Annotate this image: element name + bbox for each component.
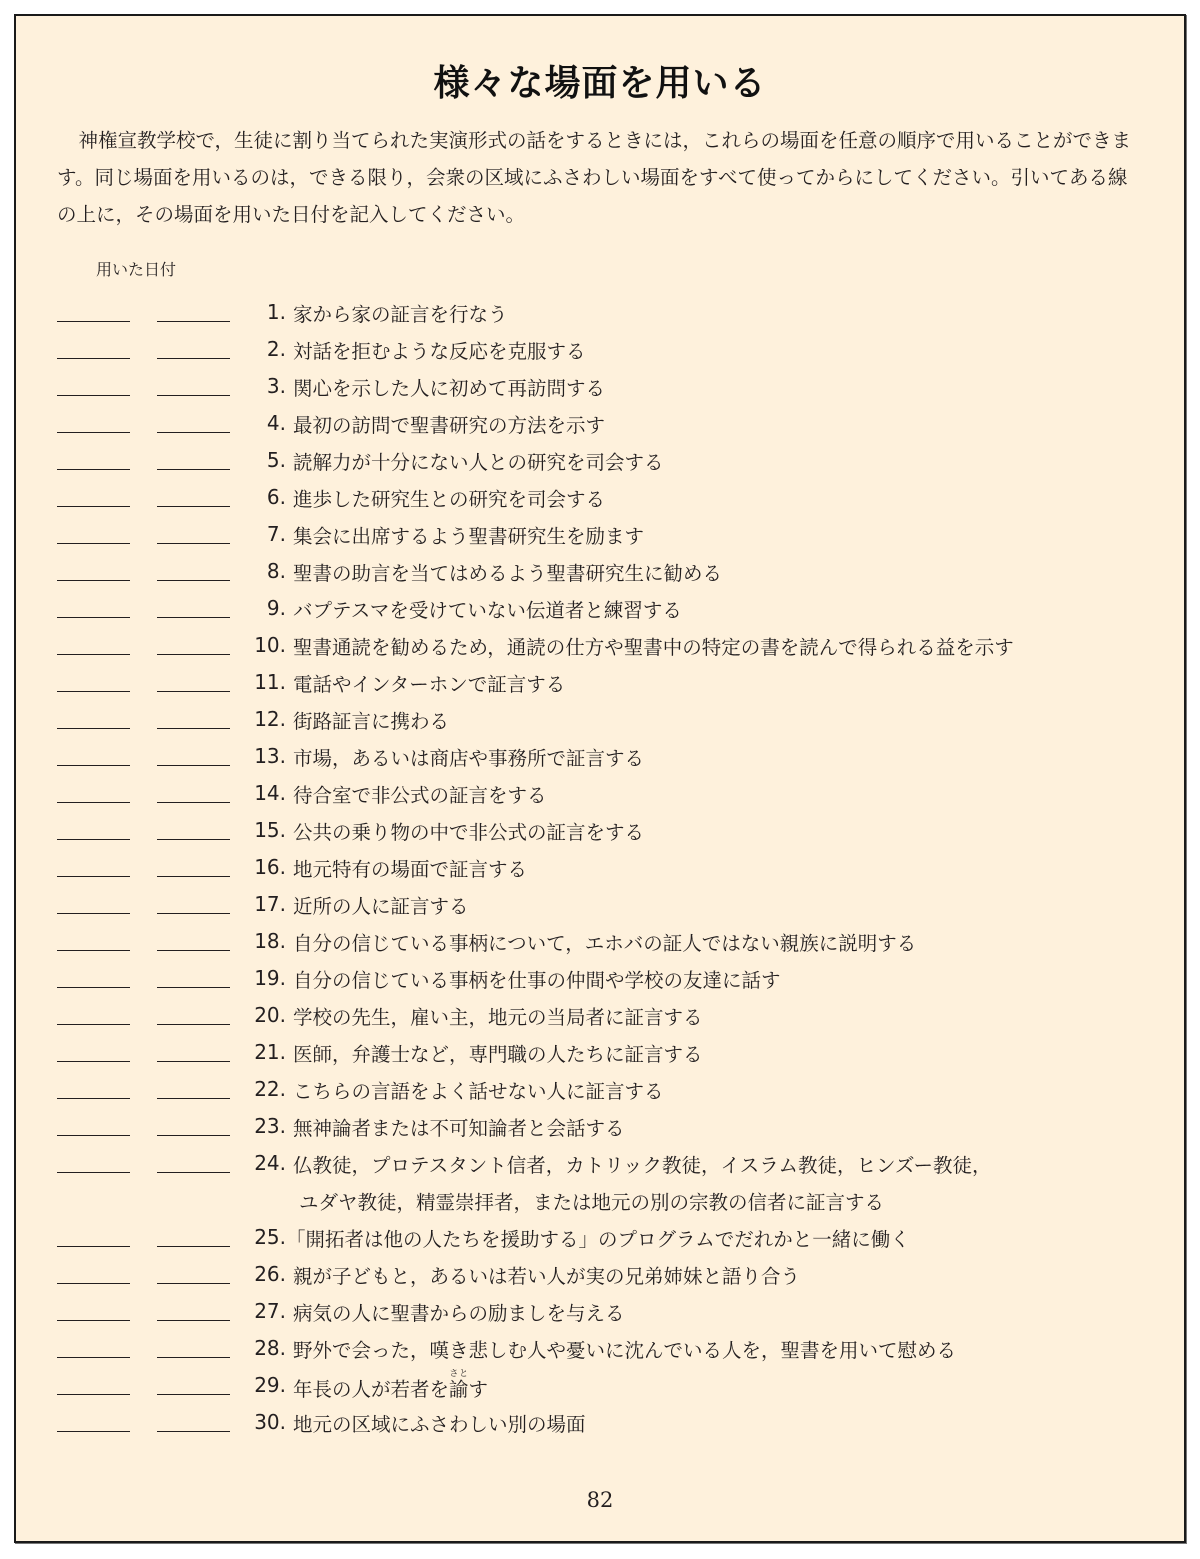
item-number: 7. [266, 522, 286, 546]
date-blank-2[interactable] [157, 1320, 230, 1321]
date-blank-2[interactable] [157, 321, 230, 322]
item-number: 21. [254, 1040, 286, 1064]
item-text: 公共の乗り物の中で非公式の証言をする [293, 821, 645, 844]
date-blank-1[interactable] [57, 1098, 130, 1099]
item-number: 29. [254, 1373, 286, 1397]
list-item [16, 1071, 1184, 1108]
item-text-before: 年長の人が若者を [293, 1378, 450, 1401]
item-number: 9. [266, 596, 286, 620]
date-blank-1[interactable] [57, 913, 130, 914]
date-blank-1[interactable] [57, 839, 130, 840]
date-blank-2[interactable] [157, 580, 230, 581]
date-blank-2[interactable] [157, 913, 230, 914]
date-blank-2[interactable] [157, 543, 230, 544]
date-blank-1[interactable] [57, 765, 130, 766]
item-number: 24. [254, 1151, 286, 1175]
item-number: 8. [266, 559, 286, 583]
date-blank-1[interactable] [57, 1024, 130, 1025]
item-text: 医師，弁護士など，専門職の人たちに証言する [293, 1043, 703, 1066]
date-blank-2[interactable] [157, 1024, 230, 1025]
list-item [16, 738, 1184, 775]
list-item [16, 627, 1184, 664]
item-number: 15. [254, 818, 286, 842]
list-item [16, 442, 1184, 479]
date-blank-1[interactable] [57, 1394, 130, 1395]
list-item [16, 997, 1184, 1034]
date-blank-2[interactable] [157, 395, 230, 396]
date-blank-2[interactable] [157, 432, 230, 433]
date-blank-2[interactable] [157, 1172, 230, 1173]
item-text: 学校の先生，雇い主，地元の当局者に証言する [293, 1006, 703, 1029]
date-blank-2[interactable] [157, 1061, 230, 1062]
item-text: 地元の区域にふさわしい別の場面 [293, 1413, 586, 1436]
ruby-word [449, 1369, 469, 1401]
item-text: バプテスマを受けていない伝道者と練習する [293, 599, 682, 622]
item-text: 関心を示した人に初めて再訪問する [293, 377, 606, 400]
date-blank-2[interactable] [157, 1283, 230, 1284]
list-item [16, 664, 1184, 701]
date-blank-2[interactable] [157, 1357, 230, 1358]
item-text: 聖書通読を勧めるため，通読の仕方や聖書中の特定の書を読んで得られる益を示す [293, 636, 1014, 659]
date-blank-2[interactable] [157, 1394, 230, 1395]
date-blank-2[interactable] [157, 654, 230, 655]
list-item [16, 1404, 1184, 1441]
item-text: 市場，あるいは商店や事務所で証言する [293, 747, 645, 770]
date-blank-2[interactable] [157, 469, 230, 470]
item-text: 家から家の証言を行なう [293, 303, 508, 326]
item-number: 1. [266, 300, 286, 324]
date-blank-2[interactable] [157, 802, 230, 803]
list-item [16, 812, 1184, 849]
list-item [16, 849, 1184, 886]
date-blank-1[interactable] [57, 876, 130, 877]
item-number: 27. [254, 1299, 286, 1323]
date-blank-1[interactable] [57, 802, 130, 803]
item-number: 25. [254, 1225, 286, 1249]
item-text-line-1: 仏教徒，プロテスタント信者，カトリック教徒，イスラム教徒，ヒンズー教徒， [293, 1154, 992, 1177]
item-number: 16. [254, 855, 286, 879]
item-number: 23. [254, 1114, 286, 1138]
date-blank-1[interactable] [57, 1320, 130, 1321]
list-item [16, 960, 1184, 997]
item-text [293, 1147, 992, 1221]
item-number: 14. [254, 781, 286, 805]
item-number: 30. [254, 1410, 286, 1434]
date-blank-1[interactable] [57, 506, 130, 507]
date-blank-2[interactable] [157, 950, 230, 951]
list-item [16, 1219, 1184, 1256]
list-item [16, 923, 1184, 960]
item-number: 26. [254, 1262, 286, 1286]
item-number: 11. [254, 670, 286, 694]
date-blank-1[interactable] [57, 654, 130, 655]
date-blank-1[interactable] [57, 543, 130, 544]
item-number: 3. [266, 374, 286, 398]
item-number: 18. [254, 929, 286, 953]
item-text: 電話やインターホンで証言する [293, 673, 566, 696]
intro-paragraph: 神権宣教学校で，生徒に割り当てられた実演形式の話をするときには，これらの場面を任意の順序で用いることができます。同じ場面を用いるのは，できる限り，会衆の区域にふさわしい場面をすべて使ってからにしてください。引いてある線の上に，その場面を用いた日付を記入してください。 [57, 129, 1132, 226]
worksheet-page [14, 14, 1186, 1543]
item-number: 4. [266, 411, 286, 435]
date-blank-2[interactable] [157, 691, 230, 692]
item-number: 19. [254, 966, 286, 990]
list-item [16, 405, 1184, 442]
item-number: 20. [254, 1003, 286, 1027]
date-blank-1[interactable] [57, 1135, 130, 1136]
date-blank-1[interactable] [57, 1283, 130, 1284]
date-blank-1[interactable] [57, 950, 130, 951]
item-text: 自分の信じている事柄を仕事の仲間や学校の友達に話す [293, 969, 781, 992]
item-text: 進歩した研究生との研究を司会する [293, 488, 606, 511]
list-item [16, 294, 1184, 331]
date-blank-2[interactable] [157, 1431, 230, 1432]
item-number: 6. [266, 485, 286, 509]
list-item [16, 1367, 1184, 1404]
date-blank-1[interactable] [57, 728, 130, 729]
list-item [16, 553, 1184, 590]
date-blank-2[interactable] [157, 987, 230, 988]
date-blank-2[interactable] [157, 839, 230, 840]
item-text: 地元特有の場面で証言する [293, 858, 528, 881]
date-blank-2[interactable] [157, 876, 230, 877]
item-number: 5. [266, 448, 286, 472]
item-text: 無神論者または不可知論者と会話する [293, 1117, 625, 1140]
date-blank-1[interactable] [57, 1357, 130, 1358]
page-title: 様々な場面を用いる [433, 63, 767, 104]
date-blank-1[interactable] [57, 691, 130, 692]
date-blank-1[interactable] [57, 1172, 130, 1173]
ruby-base: 諭 [449, 1378, 469, 1401]
list-item [16, 1256, 1184, 1293]
item-text-after: す [468, 1378, 489, 1401]
date-blank-1[interactable] [57, 987, 130, 988]
list-item [16, 1293, 1184, 1330]
item-text: 野外で会った，嘆き悲しむ人や憂いに沈んでいる人を，聖書を用いて慰める [293, 1339, 957, 1362]
date-blank-1[interactable] [57, 1431, 130, 1432]
item-text [293, 1369, 488, 1408]
date-blank-1[interactable] [57, 321, 130, 322]
list-item [16, 1108, 1184, 1145]
list-item [16, 701, 1184, 738]
list-item [16, 516, 1184, 553]
date-blank-2[interactable] [157, 765, 230, 766]
list-item [16, 886, 1184, 923]
date-blank-1[interactable] [57, 469, 130, 470]
date-blank-2[interactable] [157, 358, 230, 359]
list-item [16, 368, 1184, 405]
date-blank-1[interactable] [57, 580, 130, 581]
date-blank-2[interactable] [157, 617, 230, 618]
item-text: 自分の信じている事柄について，エホバの証人ではない親族に説明する [293, 932, 917, 955]
date-blank-2[interactable] [157, 1098, 230, 1099]
date-blank-2[interactable] [157, 506, 230, 507]
date-used-header: 用いた日付 [96, 260, 177, 279]
item-text: 親が子どもと，あるいは若い人が実の兄弟姉妹と語り合う [293, 1265, 801, 1288]
item-text: 病気の人に聖書からの励ましを与える [293, 1302, 625, 1325]
item-number: 22. [254, 1077, 286, 1101]
date-blank-2[interactable] [157, 728, 230, 729]
date-blank-1[interactable] [57, 617, 130, 618]
item-number: 10. [254, 633, 286, 657]
item-number: 2. [266, 337, 286, 361]
date-blank-1[interactable] [57, 432, 130, 433]
date-blank-1[interactable] [57, 1246, 130, 1247]
item-number: 28. [254, 1336, 286, 1360]
date-blank-1[interactable] [57, 1061, 130, 1062]
item-text: 近所の人に証言する [293, 895, 469, 918]
item-text: 「開拓者は他の人たちを援助する」のプログラムでだれかと一緒に働く [286, 1228, 910, 1251]
date-blank-1[interactable] [57, 395, 130, 396]
item-number: 13. [254, 744, 286, 768]
item-text: こちらの言語をよく話せない人に証言する [293, 1080, 664, 1103]
date-blank-2[interactable] [157, 1246, 230, 1247]
item-text: 対話を拒むような反応を克服する [293, 340, 586, 363]
scenario-list [16, 294, 1184, 1441]
item-text: 街路証言に携わる [293, 710, 450, 733]
item-text: 読解力が十分にない人との研究を司会する [293, 451, 664, 474]
item-text: 待合室で非公式の証言をする [293, 784, 547, 807]
list-item [16, 1034, 1184, 1071]
item-number: 17. [254, 892, 286, 916]
list-item [16, 1330, 1184, 1367]
list-item [16, 1145, 1184, 1219]
ruby-reading: さと [449, 1369, 469, 1379]
list-item [16, 775, 1184, 812]
item-text-line-2: ユダヤ教徒，精霊崇拝者，または地元の別の宗教の信者に証言する [299, 1191, 885, 1214]
page-number: 82 [586, 1488, 614, 1512]
item-text: 聖書の助言を当てはめるよう聖書研究生に勧める [293, 562, 723, 585]
list-item [16, 479, 1184, 516]
item-text: 集会に出席するよう聖書研究生を励ます [293, 525, 645, 548]
date-blank-2[interactable] [157, 1135, 230, 1136]
list-item [16, 590, 1184, 627]
item-text: 最初の訪問で聖書研究の方法を示す [293, 414, 606, 437]
date-blank-1[interactable] [57, 358, 130, 359]
item-number: 12. [254, 707, 286, 731]
list-item [16, 331, 1184, 368]
